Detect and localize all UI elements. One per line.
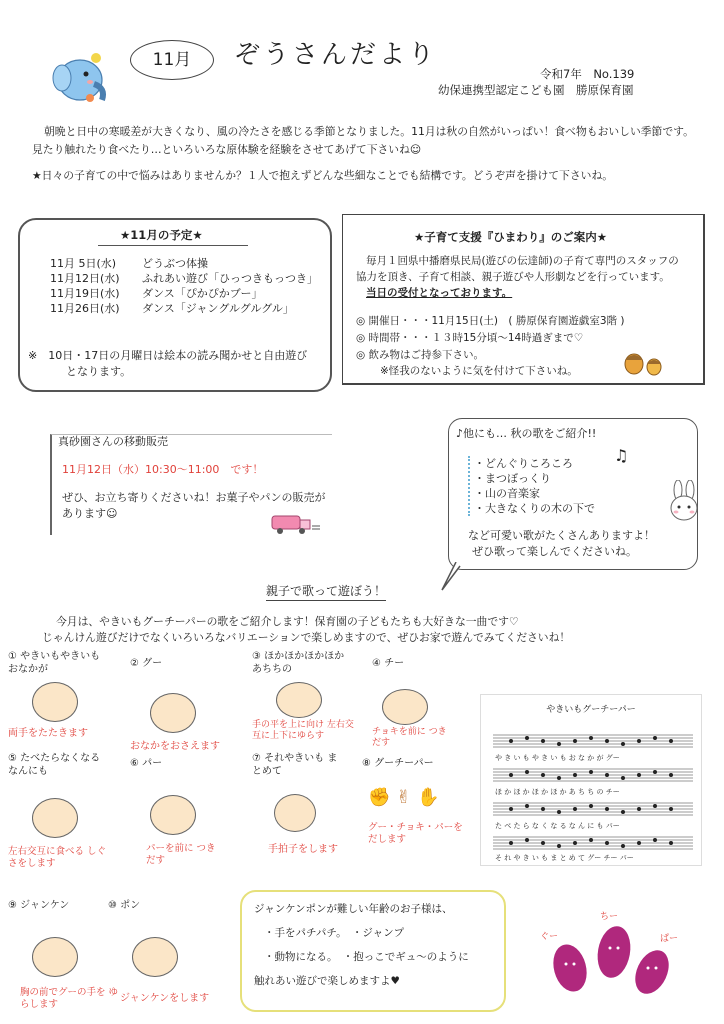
support-line-2: 協力を頂き、子育て相談、親子遊びや人形劇などを行っています。 xyxy=(356,271,670,283)
tip-line-3: ・動物になる。 ・抱っこでギュ～のように xyxy=(264,951,469,963)
bubble-tail xyxy=(438,562,462,596)
step-10 xyxy=(108,898,228,1018)
support-drink: ◎ 飲み物はご持参下さい。 xyxy=(356,349,484,361)
support-time: ◎ 時間帯・・・１３時15分頃～14時過ぎまで♡ xyxy=(356,332,584,344)
potato-label: ぐー xyxy=(540,932,559,942)
song-item: ・山の音楽家 xyxy=(474,487,540,500)
songs-list xyxy=(468,456,595,516)
songs-line-1: など可愛い歌がたくさんありますよ！ xyxy=(468,529,655,542)
schedule-underline xyxy=(98,245,248,246)
schedule-list xyxy=(50,256,318,316)
sheet-lyric: や き い も や き い も お な か が グー xyxy=(495,754,620,762)
sale-title: 真砂園さんの移動販売 xyxy=(58,435,168,448)
play-title: 親子で歌って遊ぼう！ xyxy=(266,580,386,599)
song-item: ・大きなくりの木の下で xyxy=(474,502,595,515)
step-caption: 左右交互に食べる しぐさをします xyxy=(8,846,107,869)
tip-line-4: 触れあい遊びで楽しめますよ♥ xyxy=(254,975,400,987)
step-7 xyxy=(252,752,362,876)
rabbit-icon xyxy=(664,480,704,528)
sheet-lyric: た べ た ら な く な る な ん に も パー xyxy=(495,822,620,830)
step-caption: 手拍子をします xyxy=(268,844,338,855)
support-caution: ※怪我のないように気を付けて下さいね。 xyxy=(380,365,578,377)
schedule-note-1: ※ 10日・17日の月曜日は絵本の読み聞かせと自由遊び xyxy=(28,349,308,362)
intro-line-1: 朝晩と日中の寒暖差が大きくなり、風の冷たさを感じる季節となりました。11月は秋の自然がいっぱい！食べ物もおいしい季節です。 xyxy=(44,125,694,138)
support-line-1: 毎月１回県中播磨県民局(遊びの伝達師)の子育て専門のスタッフの xyxy=(366,255,679,267)
step-label: ⑤ たべたらなくなる なんにも xyxy=(8,753,101,777)
acorn-icon xyxy=(622,346,664,380)
truck-icon xyxy=(270,512,322,540)
step-label: ③ ほかほかほかほか あちちの xyxy=(252,651,345,675)
sale-line-2: あります☺ xyxy=(62,507,118,520)
schedule-row: 11月26日(水) ダンス「ジャングルグルグル」 xyxy=(50,302,294,315)
schedule-row: 11月 5日(水) どうぶつ体操 xyxy=(50,257,208,270)
sheet-music xyxy=(480,694,702,866)
child-illustration-icon xyxy=(150,795,196,835)
child-illustration-icon xyxy=(132,937,178,977)
step-4 xyxy=(372,656,462,750)
step-caption: チョキを前に つきだす xyxy=(372,727,447,748)
step-label: ② グー xyxy=(130,658,163,669)
child-illustration-icon xyxy=(382,689,428,725)
intro-line-3: ★日々の子育ての中で悩みはありませんか？１人で抱えずどんな些細なことでも結構です。どうぞ声を掛けて下さいね。 xyxy=(32,169,614,182)
sheet-lyric: ほ か ほ か ほ か ほ か あ ち ち の チー xyxy=(495,788,620,796)
issue-number: 令和7年 No.139 xyxy=(540,67,635,81)
child-illustration-icon xyxy=(150,693,196,733)
tip-line-1: ジャンケンポンが難しい年齢のお子様は、 xyxy=(254,903,453,915)
sheet-lyric: そ れ や き い も ま と め て グー チー パー xyxy=(495,854,634,862)
step-caption: グー・チョキ・パーを だします xyxy=(368,822,463,845)
step-label: ① やきいもやきいも おなかが xyxy=(8,651,101,675)
step-label: ④ チー xyxy=(372,658,405,669)
schedule-note-2: となります。 xyxy=(66,365,132,378)
child-illustration-icon xyxy=(32,937,78,977)
sheet-title: やきいもグーチーパー xyxy=(546,705,636,715)
step-2 xyxy=(130,656,240,750)
step-label: ⑨ ジャンケン xyxy=(8,900,70,911)
step-caption: パーを前に つきだす xyxy=(146,843,216,866)
elephant-mascot-icon xyxy=(50,48,112,108)
step-8 xyxy=(362,756,472,876)
songs-line-2: ぜひ歌って楽しんでくださいね。 xyxy=(472,545,637,558)
step-caption: 両手をたたきます xyxy=(8,728,88,739)
step-6 xyxy=(130,756,240,876)
support-title: ★子育て支援『ひまわり』のご案内★ xyxy=(414,230,608,244)
schedule-row: 11月19日(水) ダンス「ぴかぴかブー」 xyxy=(50,287,263,300)
month-label: 11月 xyxy=(152,50,192,70)
step-9 xyxy=(8,898,118,1018)
songs-title: ♪他にも… 秋の歌をご紹介!! xyxy=(456,427,597,440)
month-badge xyxy=(130,40,214,80)
schedule-title: ★11月の予定★ xyxy=(120,228,203,242)
page-title: ぞうさんだより xyxy=(234,40,438,70)
song-item: ・まつぼっくり xyxy=(474,472,551,485)
tip-line-2: ・手をパチパチ。 ・ジャンプ xyxy=(264,927,405,939)
step-caption: おなかをおさえます xyxy=(130,741,220,752)
step-caption: 胸の前でグーの手を ゆらします xyxy=(20,987,119,1010)
potato-label: ちー xyxy=(600,912,619,922)
intro-line-2: 見たり触れたり食べたり…といろいろな原体験を経験をさせてあげて下さいね☺ xyxy=(32,143,422,156)
school-name: 幼保連携型認定こども園 勝原保育園 xyxy=(438,83,634,97)
music-note-icon: ♫ xyxy=(614,446,629,465)
child-illustration-icon xyxy=(276,682,322,718)
step-label: ⑥ パー xyxy=(130,758,163,769)
play-line-1: 今月は、やきいもグーチーパーの歌をご紹介します！保育園の子どもたちも大好きな一曲です♡ xyxy=(56,615,519,628)
potato-label: ぱー xyxy=(660,934,679,944)
step-label: ⑩ ポン xyxy=(108,900,141,911)
step-caption: 手の平を上に向け 左右交互に上下にゆらす xyxy=(252,720,354,741)
step-caption: ジャンケンをします xyxy=(120,993,210,1004)
song-item: ・どんぐりころころ xyxy=(474,457,573,470)
hand-signs-icon: ✊ ✌ ✋ xyxy=(368,787,440,808)
step-label: ⑧ グーチーパー xyxy=(362,758,434,769)
step-5 xyxy=(8,752,118,876)
sale-line-1: ぜひ、お立ち寄りくださいね！お菓子やパンの販売が xyxy=(62,491,326,504)
support-line-3: 当日の受付となっております。 xyxy=(366,287,513,299)
step-3 xyxy=(252,650,362,750)
step-1 xyxy=(8,650,118,750)
support-date: ◎ 開催日・・・11月15日(土) ( 勝原保育園遊戯室3階 ) xyxy=(356,315,625,327)
child-illustration-icon xyxy=(274,794,316,832)
child-illustration-icon xyxy=(32,682,78,722)
child-illustration-icon xyxy=(32,798,78,838)
step-label: ⑦ それやきいも まとめて xyxy=(252,753,338,777)
schedule-row: 11月12日(水) ふれあい遊び「ひっつきもっつき」 xyxy=(50,272,318,285)
sweet-potato-icon xyxy=(540,910,690,1004)
play-line-2: じゃんけん遊びだけでなくいろいろなバリエーションで楽しめますので、ぜひお家で遊んでみてくださいね！ xyxy=(42,631,571,644)
sale-time: 11月12日（水）10:30～11:00 です！ xyxy=(62,463,264,476)
